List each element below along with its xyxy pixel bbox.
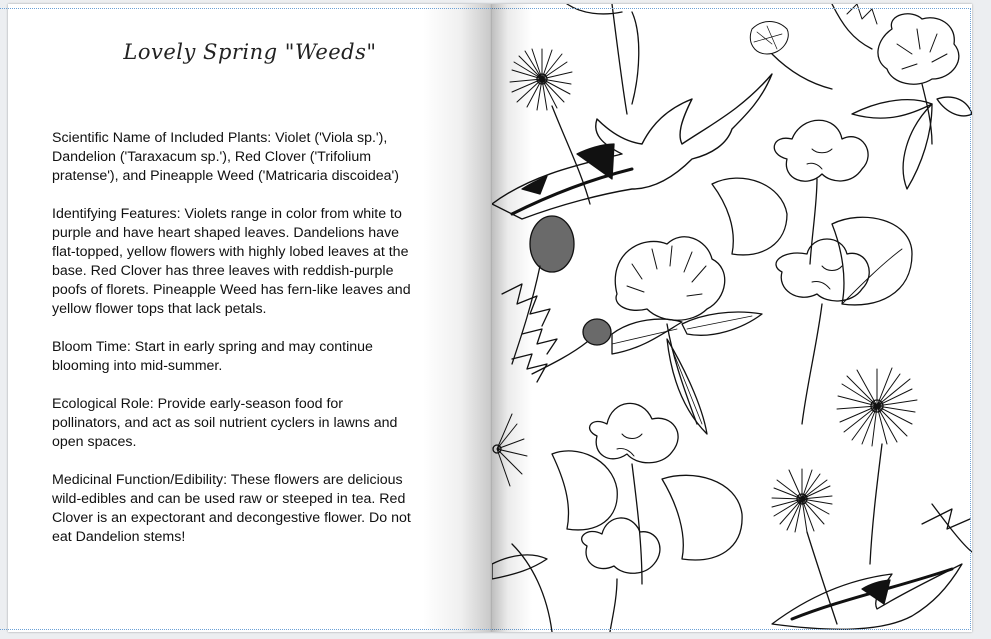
dandelion-flower-top-left (510, 49, 590, 204)
page-text (52, 129, 412, 566)
page-title: Lovely Spring "Weeds" (123, 40, 377, 64)
paragraph-bloom-time: Bloom Time: Start in early spring and may continue blooming into mid-summer. (52, 339, 373, 374)
right-page (492, 4, 972, 632)
violet-flower-middle (776, 239, 869, 424)
violet-flower-lower-left (590, 403, 679, 584)
paragraph-ecological-role: Ecological Role: Provide early-season food for pollinators, and act as soil nutrient cyclers in lawns and open spaces. (52, 396, 398, 450)
flower-illustration (492, 4, 972, 632)
violet-flower-bottom (582, 518, 660, 632)
left-page (8, 4, 492, 632)
red-clover-top-right (852, 14, 972, 189)
paragraph-medicinal-function: Medicinal Function/Edibility: These flowers are delicious wild-edibles and can be used raw or steeped in tea. Red Clover is an expectorant and decongestive flower. Do not eat Dandelion stems! (52, 472, 411, 545)
pineapple-weed (502, 216, 611, 382)
dandelion-flower-right (837, 368, 917, 564)
paragraph-scientific-names: Scientific Name of Included Plants: Violet ('Viola sp.'), Dandelion ('Taraxacum sp.'), Red Clover ('Trifolium pratense'), and Pineapple Weed ('Matricaria discoidea') (52, 130, 399, 184)
paragraph-identifying-features: Identifying Features: Violets range in color from white to purple and have heart shaped leaves. Dandelions have flat-topped, yellow flowers with highly lobed leaves at the base. Red Clover has three leaves with reddish-purple poofs of florets. Pineapple Weed has fern-like leaves and yellow flower tops that lack petals. (52, 206, 411, 317)
dandelion-flower-left-edge (493, 414, 527, 486)
dandelion-flower-bottom (772, 469, 837, 624)
violet-flower-upper (774, 120, 868, 264)
